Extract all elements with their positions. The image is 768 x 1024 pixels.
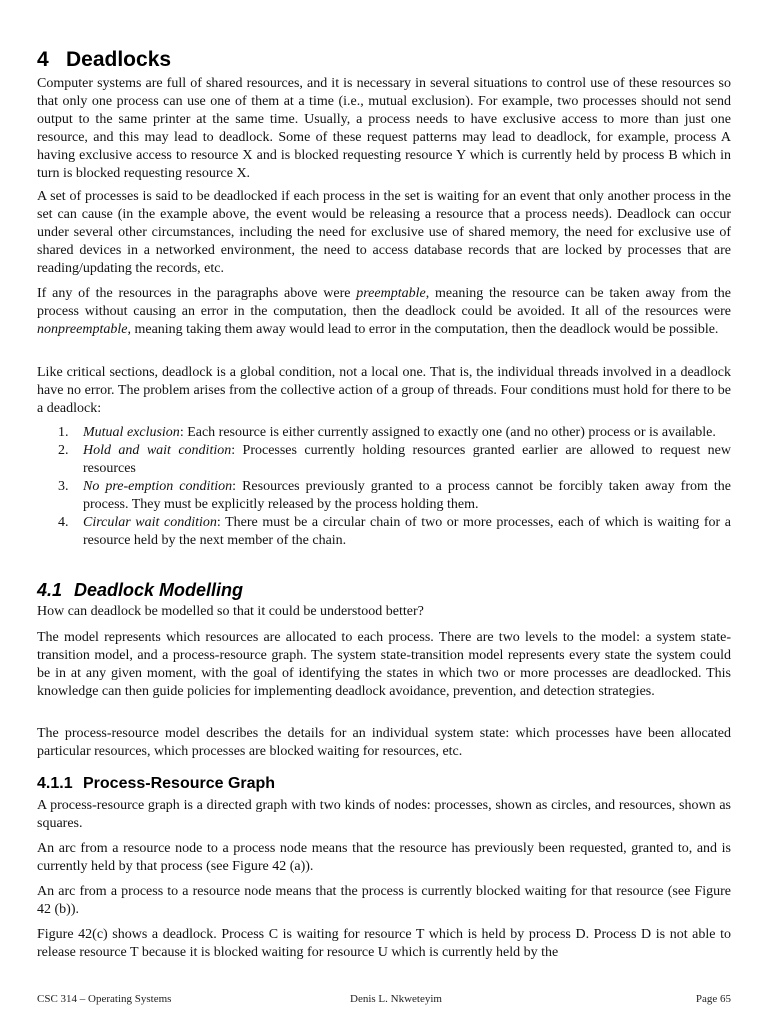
footer-author: Denis L. Nkweteyim (350, 993, 442, 1005)
graph-paragraph-1: A process-resource graph is a directed graph with two kinds of nodes: processes, shown as circles, and resources, shown as squares. (37, 798, 731, 831)
preempt-text-1: If any of the resources in the paragraphs above were (37, 286, 357, 301)
condition-text: : Each resource is either currently assigned to exactly one (and no other) process or is available. (179, 425, 716, 440)
condition-item (58, 478, 731, 514)
condition-number: 2. (58, 443, 69, 458)
condition-text: : Resources previously granted to a process cannot be forcibly taken away from the process. They must be explicitly released by the process holding them. (83, 479, 731, 512)
condition-number: 3. (58, 479, 69, 494)
subsubsection-number: 4.1.1 (37, 775, 73, 792)
condition-term: Hold and wait condition (83, 443, 232, 458)
subsection-number: 4.1 (37, 580, 63, 600)
graph-paragraph-2: An arc from a resource node to a process node means that the resource has previously been requested, granted to, and is currently held by that process (see Figure 42 (a)). (37, 841, 731, 874)
graph-paragraph-3: An arc from a process to a resource node means that the process is currently blocked waiting for that resource (see Figure 42 (b)). (37, 884, 731, 917)
graph-paragraph-4: Figure 42(c) shows a deadlock. Process C is waiting for resource T which is held by process D. Process D is not able to release resource T because it is blocked waiting for resource U which is currently held by the (37, 927, 731, 960)
condition-term: Mutual exclusion (83, 425, 180, 440)
intro-paragraph-1: Computer systems are full of shared resources, and it is necessary in several situations to control use of these resources so that only one process can use one of them at a time (i.e., mutual exclusion). For example, two processes should not send output to the same printer at the same time. Usually, a process needs to have exclusive access to more than just one resource, and this may lead to deadlock. Some of these request patterns may lead to deadlock, for example, process A having exclusive access to resource X and is blocked requesting resource Y which is currently held by process B which in turn is blocked requesting resource X. (37, 76, 731, 181)
condition-term: Circular wait condition (83, 515, 217, 530)
condition-text: : Processes currently holding resources granted earlier are allowed to request new resources (83, 443, 731, 476)
condition-item (58, 424, 731, 442)
deadlock-conditions-list (58, 424, 731, 550)
condition-term: No pre-emption condition (83, 479, 233, 494)
conditions-intro-paragraph: Like critical sections, deadlock is a global condition, not a local one. That is, the individual threads involved in a deadlock have no error. The problem arises from the collective action of a group of threads. Four conditions must hold for there to be a deadlock: (37, 365, 731, 416)
condition-item (58, 442, 731, 478)
footer-course: CSC 314 – Operating Systems (37, 993, 172, 1005)
preemptable-term: preemptable (356, 286, 426, 301)
section-title: Deadlocks (66, 48, 172, 71)
preempt-text-3: , meaning taking them away would lead to error in the computation, then the deadlock would be possible. (127, 322, 719, 337)
condition-number: 4. (58, 515, 69, 530)
condition-item (58, 514, 731, 550)
subsection-title: Deadlock Modelling (74, 580, 244, 600)
footer-page-number: Page 65 (695, 993, 731, 1005)
intro-paragraph-2: A set of processes is said to be deadlocked if each process in the set is waiting for an event that only another process in the set can cause (in the example above, the event would be releasing a resource that a process needs). Deadlock can occur under several other circumstances, including the need for exclusive use of shared memory, the need for exclusive use of shared devices in a networked environment, the need to access database records that are locked by processes that are reading/updating the records, etc. (37, 189, 731, 276)
subsubsection-title: Process-Resource Graph (83, 775, 276, 792)
subsubsection-heading (37, 774, 275, 794)
modelling-paragraph-2: The model represents which resources are allocated to each process. There are two levels to the model: a system state-transition model, and a process-resource graph. The system state-transition model represents every state the system could be in at any given moment, with the goal of identifying the states in which two or more processes are deadlocked. This knowledge can then guide policies for implementing deadlock avoidance, prevention, and detection strategies. (37, 630, 731, 699)
condition-number: 1. (58, 425, 69, 440)
preemptable-paragraph (37, 285, 731, 339)
subsection-heading (37, 579, 243, 601)
document-page (37, 0, 731, 1024)
modelling-paragraph-3: The process-resource model describes the details for an individual system state: which processes have been allocated particular resources, which processes are blocked waiting for resources, etc. (37, 726, 731, 759)
condition-text: : There must be a circular chain of two or more processes, each of which is waiting for a resource held by the next member of the chain. (83, 515, 731, 548)
preempt-text-2: , meaning the resource can be taken away from the process without causing an error in the computation, then the deadlock could be avoided. It all of the resources were (37, 286, 731, 319)
section-number: 4 (37, 48, 49, 71)
modelling-paragraph-1: How can deadlock be modelled so that it could be understood better? (37, 604, 424, 619)
nonpreemptable-term: nonpreemptable (37, 322, 128, 337)
section-heading (37, 48, 171, 72)
